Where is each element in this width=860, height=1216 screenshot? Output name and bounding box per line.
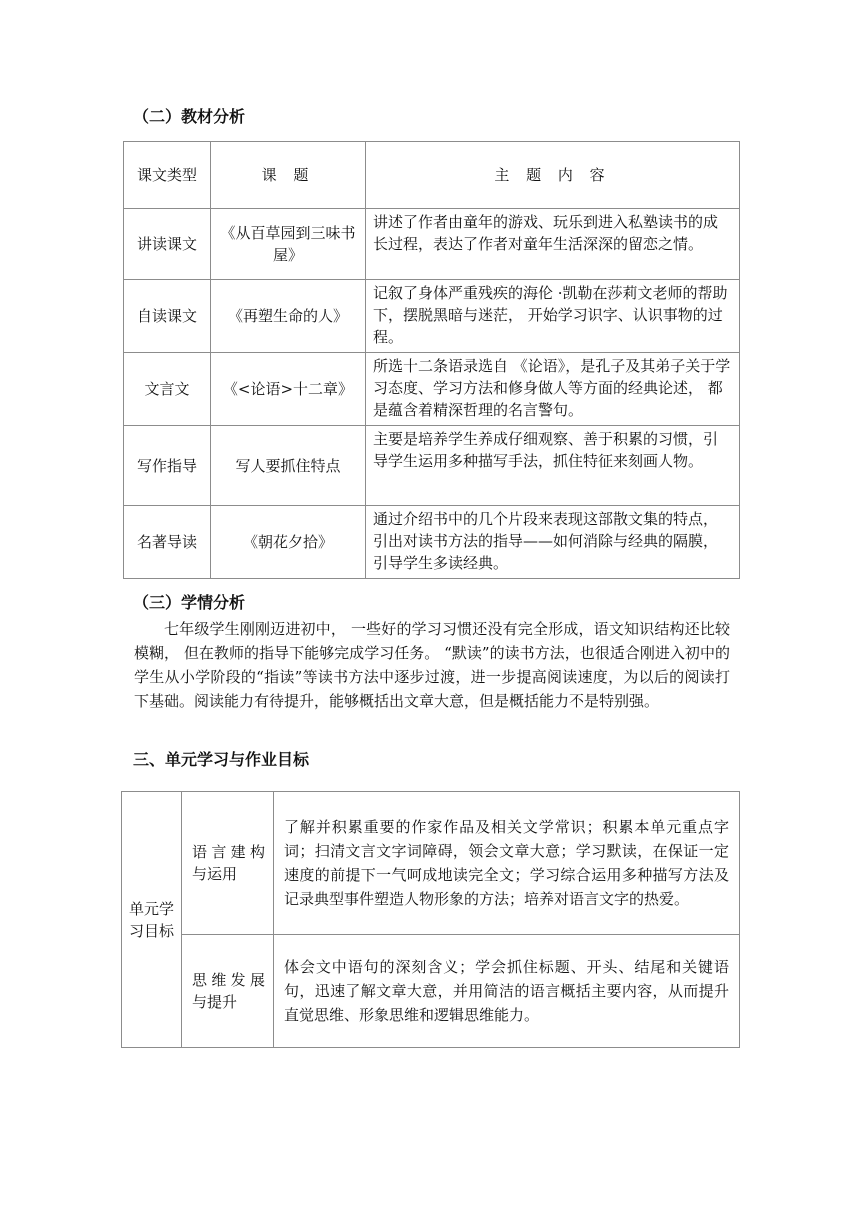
goal-subtitle: 语言建构与运用 — [182, 792, 274, 935]
section-title-student-analysis: （三）学情分析 — [133, 593, 246, 612]
cell-content: 讲述了作者由童年的游戏、玩乐到进入私塾读书的成长过程，表达了作者对童年生活深深的留恋之情。 — [366, 209, 740, 280]
table-row — [124, 426, 740, 506]
goal-text: 了解并积累重要的作家作品及相关文学常识；积累本单元重点字词；扫清文言文字词障碍，领会文章大意；学习默读，在保证一定速度的前提下一气呵成地读完全文；学习综合运用多种描写方法及记录典型事件塑造人物形象的方法；培养对语言文字的热爱。 — [274, 792, 740, 935]
textbook-analysis-table — [123, 141, 740, 579]
header-type: 课文类型 — [124, 142, 211, 209]
cell-content: 主要是培养学生养成仔细观察、善于积累的习惯，引导学生运用多种描写手法，抓住特征来刻画人物。 — [366, 426, 740, 506]
cell-type: 自读课文 — [124, 280, 211, 353]
section-title-unit-goals: 三、单元学习与作业目标 — [133, 750, 310, 769]
table-row — [124, 353, 740, 426]
unit-goals-label: 单元学习目标 — [122, 792, 182, 1048]
cell-type: 写作指导 — [124, 426, 211, 506]
cell-content: 通过介绍书中的几个片段来表现这部散文集的特点，引出对读书方法的指导——如何消除与经典的隔膜，引导学生多读经典。 — [366, 506, 740, 579]
table-row — [124, 506, 740, 579]
cell-lesson: 《再塑生命的人》 — [211, 280, 366, 353]
table-row — [122, 792, 740, 935]
section-title-textbook-analysis: （二）教材分析 — [133, 107, 246, 126]
cell-type: 讲读课文 — [124, 209, 211, 280]
header-content: 主 题 内 容 — [366, 142, 740, 209]
cell-lesson: 《从百草园到三味书屋》 — [211, 209, 366, 280]
cell-type: 文言文 — [124, 353, 211, 426]
cell-lesson: 《朝花夕拾》 — [211, 506, 366, 579]
table-row — [124, 209, 740, 280]
cell-lesson: 写人要抓住特点 — [211, 426, 366, 506]
header-lesson: 课 题 — [211, 142, 366, 209]
cell-lesson: 《<论语>十二章》 — [211, 353, 366, 426]
unit-goals-table — [121, 791, 740, 1048]
cell-content: 所选十二条语录选自 《论语》，是孔子及其弟子关于学习态度、学习方法和修身做人等方面的经典论述， 都是蕴含着精深哲理的名言警句。 — [366, 353, 740, 426]
goal-text: 体会文中语句的深刻含义；学会抓住标题、开头、结尾和关键语句，迅速了解文章大意，并用简洁的语言概括主要内容，从而提升直觉思维、形象思维和逻辑思维能力。 — [274, 935, 740, 1048]
cell-type: 名著导读 — [124, 506, 211, 579]
table-row — [124, 280, 740, 353]
table-header-row — [124, 142, 740, 209]
table-row — [122, 935, 740, 1048]
goal-subtitle: 思维发展与提升 — [182, 935, 274, 1048]
student-analysis-paragraph: 七年级学生刚刚迈进初中， 一些好的学习习惯还没有完全形成，语文知识结构还比较模糊， 但在教师的指导下能够完成学习任务。 “默读”的读书方法，也很适合刚进入初中的学生从小学阶段的“指读”等读书方法中逐步过渡，进一步提高阅读速度，为以后的阅读打下基础。阅读能力有待提升，能够概括出文章大意，但是概括能力不是特别强。 — [134, 620, 730, 710]
cell-content: 记叙了身体严重残疾的海伦 ·凯勒在莎莉文老师的帮助下，摆脱黑暗与迷茫， 开始学习识字、认识事物的过程。 — [366, 280, 740, 353]
